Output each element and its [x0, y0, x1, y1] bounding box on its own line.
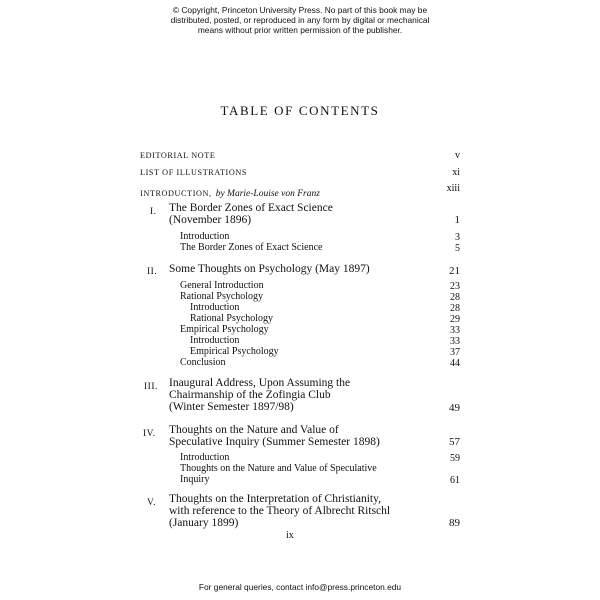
chapter-4-title-line-2: Speculative Inquiry (Summer Semester 1898) [169, 436, 380, 448]
chapter-4-numeral: IV. [143, 429, 156, 439]
chapter-5-numeral: V. [147, 498, 157, 508]
footer-contact: For general queries, contact info@press.princeton.edu [198, 582, 402, 592]
chapter-2-entry-4-page: 29 [450, 314, 460, 325]
page-title: TABLE OF CONTENTS [220, 103, 380, 118]
toc-label-list-of-illustrations: LIST OF ILLUSTRATIONS [140, 168, 248, 177]
toc-entry-introduction [140, 183, 320, 201]
toc-page-introduction: xiii [446, 183, 460, 194]
chapter-3-title-line-1: Inaugural Address, Upon Assuming the [169, 377, 351, 389]
chapter-1-page: 1 [454, 214, 460, 226]
chapter-5-title-line-2: with reference to the Theory of Albrecht Ritschl [169, 505, 391, 517]
chapter-2-page: 21 [449, 265, 460, 277]
chapter-2-entry-2-page: 28 [450, 292, 460, 303]
page-number: ix [286, 530, 294, 541]
chapter-4-entry-1: Introduction [180, 452, 230, 463]
chapter-1-entry-2-page: 5 [455, 243, 460, 254]
chapter-2-entry-5-page: 33 [450, 325, 460, 336]
chapter-4-entry-2-page: 61 [450, 475, 460, 486]
toc-author-byline: by Marie-Louise von Franz [215, 189, 320, 199]
chapter-2-entry-8: Conclusion [180, 357, 226, 368]
chapter-2-entry-2: Rational Psychology [180, 291, 264, 302]
chapter-3-page: 49 [449, 402, 460, 414]
toc-label-editorial-note: EDITORIAL NOTE [140, 151, 216, 160]
chapter-5-page: 89 [449, 517, 460, 529]
copyright-line-1: © Copyright, Princeton University Press. No part of this book may be [172, 5, 428, 15]
chapter-3-title-line-2: Chairmanship of the Zofingia Club [169, 389, 331, 401]
toc-page-editorial-note: v [455, 150, 460, 161]
chapter-4-entry-2: Thoughts on the Nature and Value of Speculative [180, 463, 377, 474]
chapter-4-entry-2-line-2: Inquiry [180, 474, 210, 485]
chapter-5-title-line-3: (January 1899) [169, 517, 239, 529]
chapter-3-numeral: III. [144, 382, 158, 392]
chapter-1-numeral: I. [150, 207, 157, 217]
chapter-2-entry-7-page: 37 [450, 347, 460, 358]
chapter-2-entry-1-page: 23 [450, 281, 460, 292]
copyright-notice [0, 5, 600, 35]
copyright-line-2: distributed, posted, or reproduced in any form by digital or mechanical [170, 15, 430, 25]
chapter-2-entry-3-page: 28 [450, 303, 460, 314]
chapter-4-entry-1-page: 59 [450, 453, 460, 464]
chapter-3-title-line-3: (Winter Semester 1897/98) [169, 401, 294, 413]
chapter-2-title-line-1: Some Thoughts on Psychology (May 1897) [169, 263, 370, 275]
chapter-2-entry-1: General Introduction [180, 280, 264, 291]
chapter-1-title-line-1: The Border Zones of Exact Science [169, 202, 333, 214]
chapter-2-numeral: II. [147, 267, 158, 277]
chapter-4-title-line-1: Thoughts on the Nature and Value of [169, 424, 339, 436]
toc-label-introduction: INTRODUCTION, [140, 189, 212, 198]
chapter-1-entry-1-page: 3 [455, 232, 460, 243]
chapter-2-entry-8-page: 44 [450, 358, 460, 369]
chapter-1-entry-1: Introduction [180, 231, 230, 242]
chapter-4-page: 57 [449, 436, 460, 448]
chapter-2-entry-4: Rational Psychology [190, 313, 274, 324]
chapter-2-entry-5: Empirical Psychology [180, 324, 269, 335]
chapter-1-entry-2: The Border Zones of Exact Science [180, 242, 323, 253]
toc-page-list-of-illustrations: xi [452, 167, 460, 178]
chapter-2-entry-6: Introduction [190, 335, 240, 346]
chapter-5-title-line-1: Thoughts on the Interpretation of Christianity, [169, 493, 381, 505]
chapter-1-title-line-2: (November 1896) [169, 214, 252, 226]
chapter-2-entry-3: Introduction [190, 302, 240, 313]
chapter-2-entry-6-page: 33 [450, 336, 460, 347]
copyright-line-3: means without prior written permission of the publisher. [197, 25, 403, 35]
chapter-2-entry-7: Empirical Psychology [190, 346, 279, 357]
